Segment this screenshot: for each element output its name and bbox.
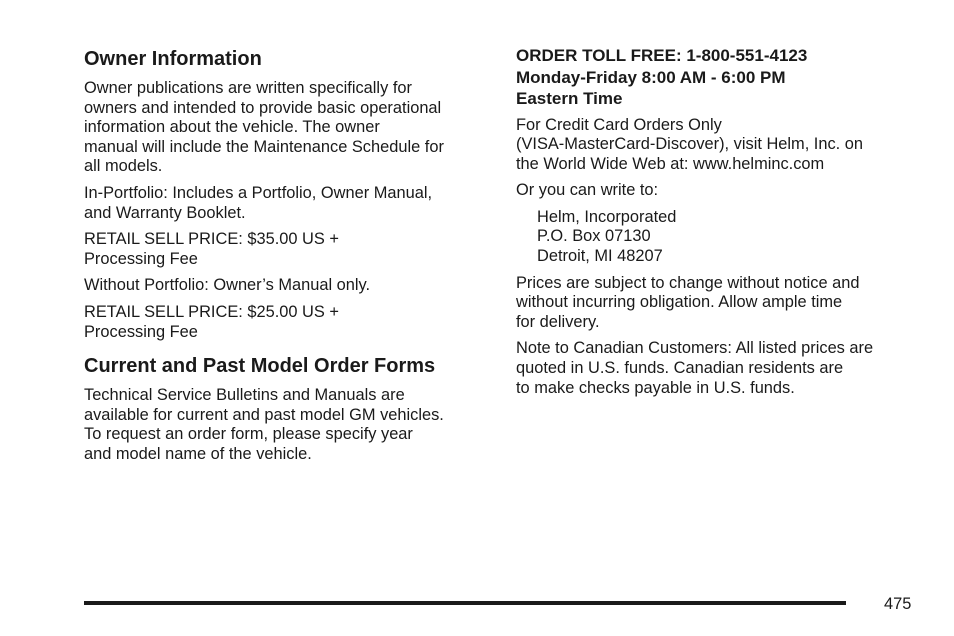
text-line: available for current and past model GM vehicles. (84, 405, 444, 424)
text-line: quoted in U.S. funds. Canadian residents are (516, 359, 844, 378)
right-column (516, 45, 916, 398)
text-line: Helm, Incorporated (537, 207, 677, 226)
text-line: manual will include the Maintenance Schedule for (84, 137, 444, 156)
text-line: RETAIL SELL PRICE: $35.00 US + (84, 230, 339, 249)
text-line: RETAIL SELL PRICE: $25.00 US + (84, 302, 339, 321)
text-line: the World Wide Web at: www.helminc.com (516, 154, 825, 173)
text-line: to make checks payable in U.S. funds. (516, 378, 795, 397)
canadian-customers-paragraph (516, 339, 916, 398)
text-line: Technical Service Bulletins and Manuals are (84, 386, 405, 405)
credit-card-paragraph (516, 116, 916, 175)
text-line: In-Portfolio: Includes a Portfolio, Owner Manual, (84, 183, 433, 202)
text-line: (VISA-MasterCard-Discover), visit Helm, Inc. on (516, 135, 864, 154)
text-line: Monday-Friday 8:00 AM - 6:00 PM (516, 67, 786, 87)
owner-information-heading: Owner Information (84, 48, 262, 70)
text-line: Processing Fee (84, 249, 198, 268)
order-forms-paragraph (84, 386, 484, 464)
text-line: Note to Canadian Customers: All listed prices are (516, 339, 874, 358)
text-line: To request an order form, please specify year (84, 425, 413, 444)
in-portfolio-paragraph (84, 184, 484, 223)
retail-price-no-portfolio (84, 303, 484, 342)
retail-price-portfolio (84, 230, 484, 269)
text-line: all models. (84, 157, 163, 176)
write-to-paragraph: Or you can write to: (516, 181, 659, 200)
order-forms-heading: Current and Past Model Order Forms (84, 355, 436, 378)
text-line: for delivery. (516, 312, 600, 331)
page-number: 475 (884, 595, 912, 613)
mailing-address (516, 208, 916, 267)
prices-notice-paragraph (516, 274, 916, 333)
text-line: P.O. Box 07130 (537, 227, 651, 246)
left-column (84, 45, 484, 465)
text-line: information about the vehicle. The owner (84, 118, 380, 137)
text-line: Prices are subject to change without notice and (516, 273, 860, 292)
text-line: Detroit, MI 48207 (537, 247, 663, 266)
text-line: ORDER TOLL FREE: 1-800-551-4123 (516, 46, 808, 65)
text-line: without incurring obligation. Allow ample time (516, 293, 843, 312)
text-line: Owner publications are written specifically for (84, 79, 412, 97)
order-toll-free-heading (516, 45, 916, 110)
text-line: For Credit Card Orders Only (516, 115, 722, 134)
footer-rule (84, 601, 846, 605)
without-portfolio-paragraph: Without Portfolio: Owner’s Manual only. (84, 276, 371, 295)
text-line: Processing Fee (84, 322, 198, 341)
owner-publications-paragraph (84, 79, 484, 177)
text-line: and Warranty Booklet. (84, 203, 246, 222)
text-line: and model name of the vehicle. (84, 444, 312, 463)
text-line: owners and intended to provide basic operational (84, 98, 442, 117)
text-line: Eastern Time (516, 89, 623, 108)
